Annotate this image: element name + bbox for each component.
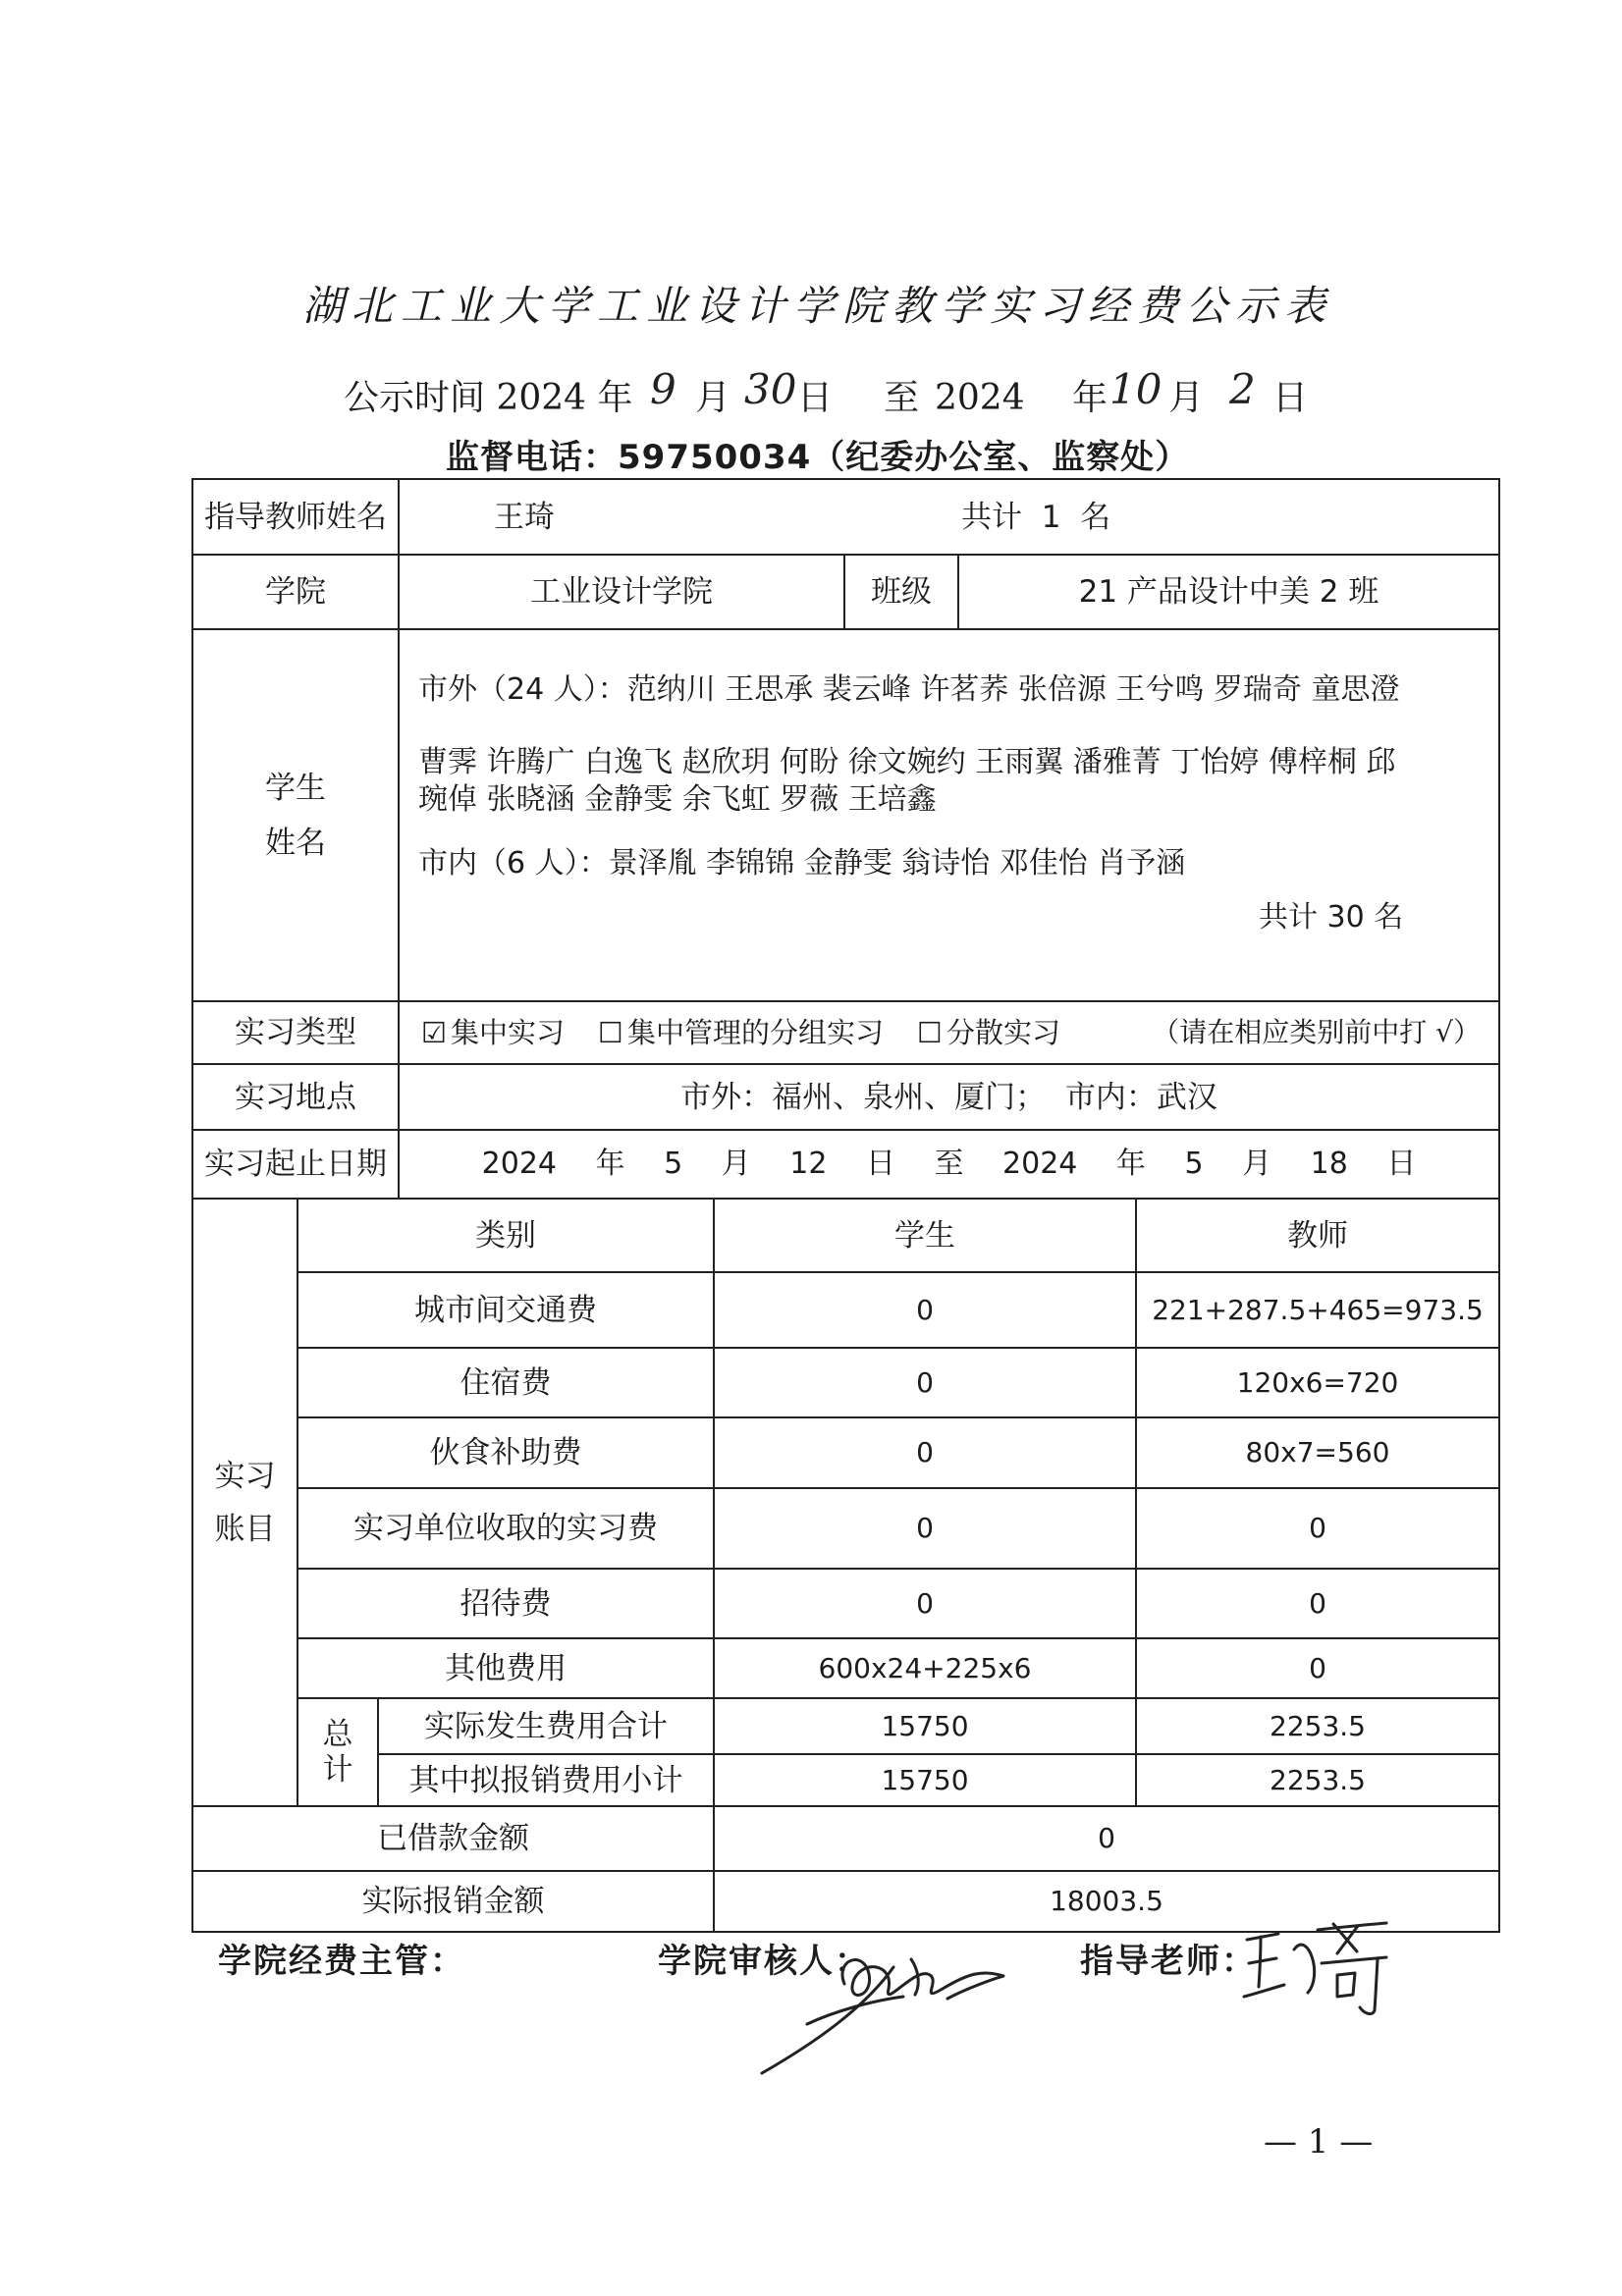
type-options <box>400 1014 1498 1051</box>
student-amount: 0 <box>916 1365 934 1399</box>
college-value: 工业设计学院 <box>530 574 713 610</box>
type-option-scattered[interactable] <box>917 1014 1060 1051</box>
borrowed-value: 0 <box>1098 1822 1115 1854</box>
college-label-cell <box>191 554 400 630</box>
account-row-student <box>713 1347 1137 1418</box>
teacher-label-cell <box>191 478 400 556</box>
account-row-teacher <box>1135 1416 1500 1489</box>
type-label: 实习类型 <box>235 1015 356 1050</box>
total-student-amount: 15750 <box>881 1709 969 1742</box>
class-label-cell <box>843 554 959 630</box>
period-start-month: 9 <box>650 365 676 413</box>
category-text: 招待费 <box>460 1585 552 1622</box>
accounts-label-cell <box>191 1198 298 1807</box>
borrowed-label: 已借款金额 <box>377 1821 529 1856</box>
unchecked-box-icon[interactable]: ☐ <box>598 1016 624 1049</box>
period-start-day-unit: 日 <box>797 378 834 418</box>
borrowed-label-cell <box>191 1805 715 1872</box>
category-text: 实习单位收取的实习费 <box>353 1511 658 1546</box>
students-line-inside-city: 市内（6 人）：景泽胤 李锦锦 金静雯 翁诗怡 邓佳怡 肖予涵 <box>418 846 1186 881</box>
reimbursement-label: 实际报销金额 <box>361 1884 545 1919</box>
total-row-category <box>377 1697 715 1755</box>
total-label-cell <box>297 1697 379 1807</box>
category-text: 伙食补助费 <box>429 1435 582 1470</box>
period-to: 至 <box>884 378 920 418</box>
period-start-day: 30 <box>744 365 797 413</box>
reimbursement-label-cell <box>191 1870 715 1933</box>
accounts-label-line2: 账目 <box>214 1511 276 1547</box>
type-option-centralized[interactable] <box>421 1014 565 1051</box>
total-row-student <box>713 1697 1137 1755</box>
type-label-cell <box>191 1000 400 1065</box>
account-row-category <box>297 1487 715 1570</box>
header-category: 类别 <box>475 1217 536 1254</box>
teacher-name: 王琦 <box>494 499 555 535</box>
unchecked-box-icon[interactable]: ☐ <box>917 1016 944 1049</box>
instructor-label: 指导老师： <box>1080 1942 1257 1981</box>
period-end-year: 2024 <box>935 378 1025 418</box>
total-student-amount: 15750 <box>881 1763 969 1796</box>
account-row-category <box>297 1568 715 1639</box>
dates-label-cell <box>191 1129 400 1200</box>
students-label-line2: 姓名 <box>265 825 326 861</box>
account-row-category <box>297 1271 715 1349</box>
category-text: 住宿费 <box>460 1364 552 1401</box>
students-label-line1: 学生 <box>265 770 326 806</box>
teacher-amount: 0 <box>1309 1512 1326 1544</box>
accounts-header-category <box>297 1198 715 1273</box>
total-row-category <box>377 1753 715 1807</box>
dates-value-cell <box>398 1129 1500 1200</box>
teacher-amount: 221+287.5+465=973.5 <box>1152 1293 1484 1326</box>
dates-value: 2024 年 5 月 12 日 至 2024 年 5 月 18 日 <box>481 1147 1417 1181</box>
total-category-text: 其中拟报销费用小计 <box>408 1762 683 1798</box>
type-option-label: 集中实习 <box>451 1016 566 1049</box>
total-row-teacher <box>1135 1697 1500 1755</box>
dates-label: 实习起止日期 <box>204 1147 387 1182</box>
accounts-label-line1: 实习 <box>214 1458 276 1494</box>
teacher-value-cell <box>398 478 1500 556</box>
college-value-cell <box>398 554 845 630</box>
accounts-header-teacher <box>1135 1198 1500 1273</box>
period-start-month-unit: 月 <box>695 378 731 418</box>
class-value: 21 产品设计中美 2 班 <box>1078 574 1379 610</box>
instructor-signature <box>1239 1918 1396 2016</box>
students-line-3: 琬倬 张晓涵 金静雯 余飞虹 罗薇 王培鑫 <box>418 782 937 817</box>
class-label: 班级 <box>871 574 932 610</box>
category-text: 其他费用 <box>445 1650 567 1686</box>
total-row-student <box>713 1753 1137 1807</box>
period-end-year-unit: 年 <box>1072 378 1108 418</box>
teacher-amount: 0 <box>1309 1586 1326 1620</box>
header-teacher: 教师 <box>1287 1217 1348 1254</box>
teacher-amount: 120x6=720 <box>1236 1365 1399 1399</box>
total-row-teacher <box>1135 1753 1500 1807</box>
borrowed-value-cell <box>713 1805 1500 1872</box>
student-amount: 0 <box>916 1436 934 1468</box>
students-total: 共计 30 名 <box>1259 900 1404 934</box>
total-teacher-amount: 2253.5 <box>1270 1763 1366 1796</box>
account-row-teacher <box>1135 1487 1500 1570</box>
location-value-cell <box>398 1063 1500 1131</box>
header-student: 学生 <box>894 1217 955 1254</box>
account-row-teacher <box>1135 1568 1500 1639</box>
period-end-month-unit: 月 <box>1168 378 1205 418</box>
account-row-student <box>713 1271 1137 1349</box>
account-row-category <box>297 1637 715 1699</box>
account-row-teacher <box>1135 1637 1500 1699</box>
student-amount: 600x24+225x6 <box>818 1651 1032 1684</box>
type-note: （请在相应类别前中打 √） <box>1152 1016 1481 1048</box>
account-row-teacher <box>1135 1347 1500 1418</box>
teacher-amount: 80x7=560 <box>1245 1436 1390 1468</box>
period-end-day: 2 <box>1229 365 1256 413</box>
account-row-student <box>713 1637 1137 1699</box>
type-option-group[interactable] <box>598 1014 884 1051</box>
total-label-line1: 总 <box>322 1717 353 1752</box>
finance-supervisor-label: 学院经费主管： <box>218 1942 465 1981</box>
total-teacher-amount: 2253.5 <box>1270 1709 1366 1742</box>
checked-box-icon[interactable]: ☑ <box>421 1016 447 1049</box>
location-value: 市外：福州、泉州、厦门； 市内：武汉 <box>680 1079 1217 1115</box>
students-label-cell <box>191 628 400 1002</box>
account-row-category <box>297 1347 715 1418</box>
location-label: 实习地点 <box>235 1079 356 1115</box>
students-value-cell <box>398 628 1500 1002</box>
college-label: 学院 <box>265 574 326 610</box>
accounts-header-student <box>713 1198 1137 1273</box>
supervision-phone: 监督电话：59750034（纪委办公室、监察处） <box>446 438 1190 477</box>
document-title: 湖北工业大学工业设计学院教学实习经费公示表 <box>301 282 1333 330</box>
period-end-day-unit: 日 <box>1272 378 1309 418</box>
teacher-label: 指导教师姓名 <box>204 499 387 535</box>
period-end-month: 10 <box>1109 365 1162 413</box>
type-value-cell <box>398 1000 1500 1065</box>
class-value-cell <box>957 554 1500 630</box>
teacher-count: 共计 1 名 <box>961 499 1111 535</box>
account-row-teacher <box>1135 1271 1500 1349</box>
student-amount: 0 <box>916 1293 934 1326</box>
page-number: — 1 — <box>1264 2122 1374 2162</box>
type-option-label: 分散实习 <box>946 1016 1061 1049</box>
account-row-student <box>713 1487 1137 1570</box>
category-text: 城市间交通费 <box>414 1292 597 1328</box>
account-row-category <box>297 1416 715 1489</box>
students-line-2: 曹霁 许腾广 白逸飞 赵欣玥 何盼 徐文婉约 王雨翼 潘雅菁 丁怡婷 傅梓桐 邱 <box>418 745 1396 779</box>
period-prefix: 公示时间 2024 年 <box>344 378 633 418</box>
teacher-amount: 0 <box>1309 1651 1326 1684</box>
total-label-line2: 计 <box>322 1752 353 1788</box>
reimbursement-value: 18003.5 <box>1050 1885 1163 1917</box>
account-row-student <box>713 1416 1137 1489</box>
account-row-student <box>713 1568 1137 1639</box>
location-label-cell <box>191 1063 400 1131</box>
reviewer-label: 学院审核人： <box>658 1942 870 1981</box>
student-amount: 0 <box>916 1512 934 1544</box>
total-category-text: 实际发生费用合计 <box>424 1708 668 1744</box>
student-amount: 0 <box>916 1586 934 1620</box>
students-line-outside-city: 市外（24 人）：范纳川 王思承 裴云峰 许茗荞 张倍源 王兮鸣 罗瑞奇 童思澄 <box>418 672 1400 707</box>
type-option-label: 集中管理的分组实习 <box>627 1016 885 1049</box>
reviewer-signature <box>746 1930 1041 2077</box>
